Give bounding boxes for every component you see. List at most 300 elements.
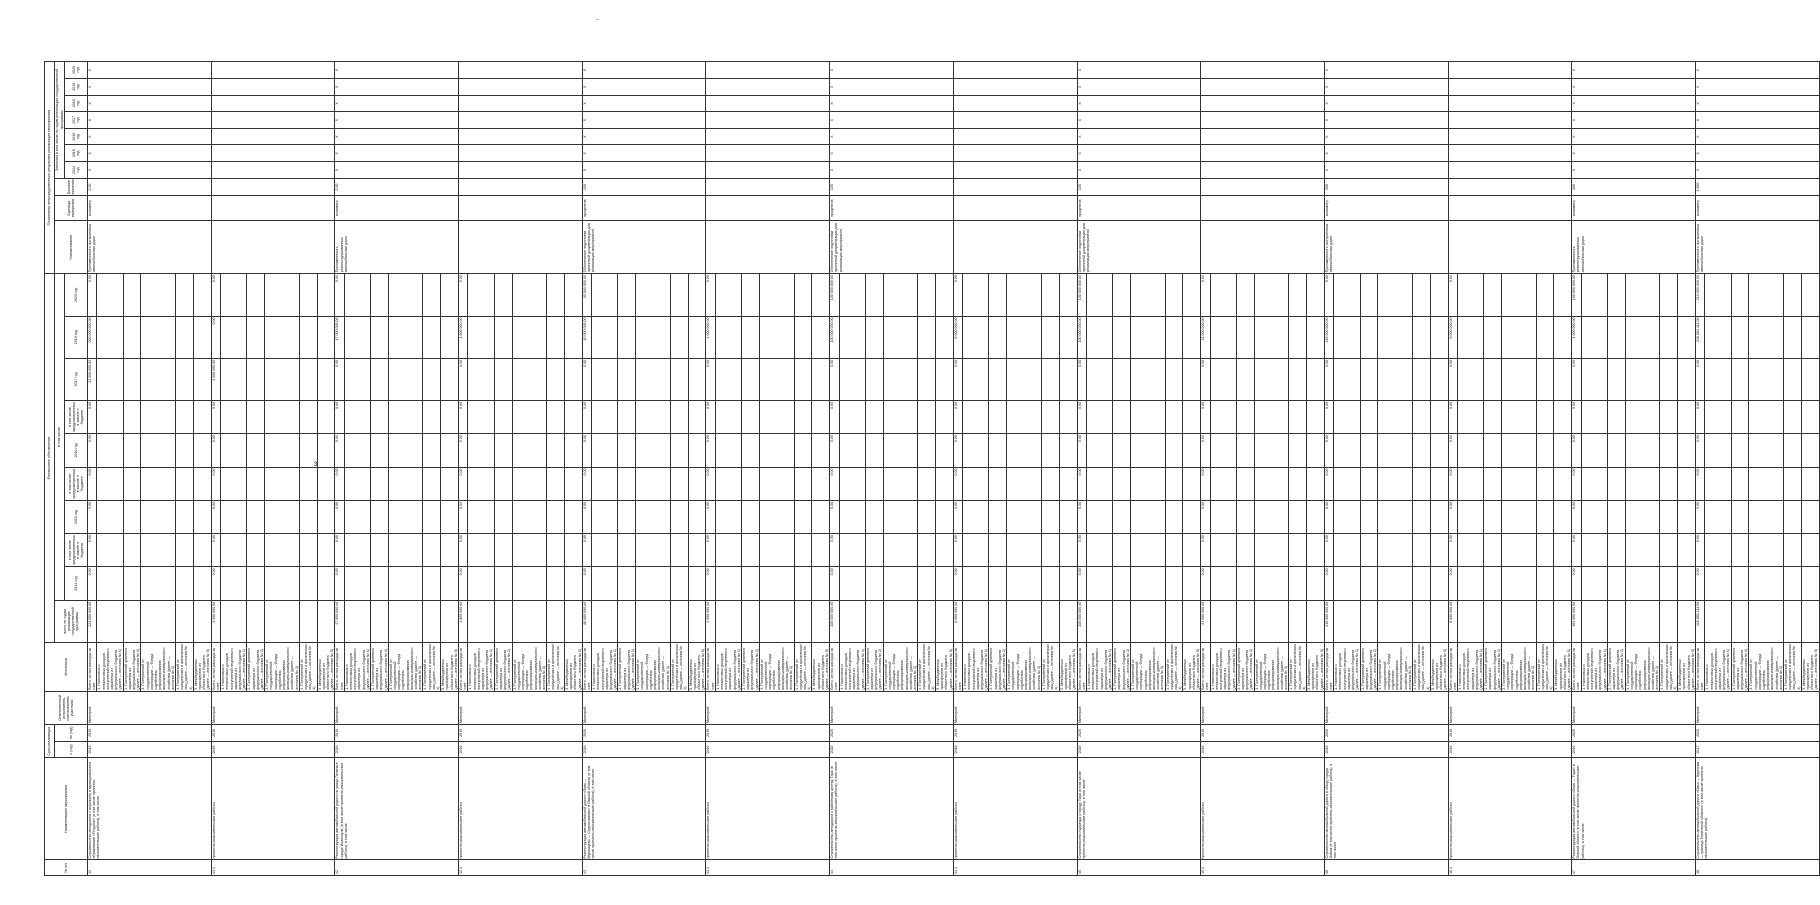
row-source-cell: 5. Межбюджетных трансфертов из областного бюджета (далее — источник № 5) xyxy=(812,642,830,691)
row-value-cell xyxy=(1059,467,1077,500)
row-value-cell: 47 000 000,00 xyxy=(335,316,344,358)
row-value-cell xyxy=(423,567,441,600)
row-value-cell xyxy=(742,400,760,433)
row-value-cell xyxy=(193,400,211,433)
row-value-cell xyxy=(936,600,954,642)
row-value-cell xyxy=(918,467,936,500)
row-value-cell xyxy=(123,534,141,567)
row-name-cell: Строительство автодороги к районному центру Тара (в том числе проектно-изыскательские работы), в том числе xyxy=(830,758,954,860)
row-value-cell xyxy=(989,567,1007,600)
row-executor-cell: Минстрой xyxy=(582,691,706,724)
row-value-cell xyxy=(1581,400,1607,433)
row-value-cell xyxy=(936,500,954,533)
row-value-cell xyxy=(265,316,300,358)
row-value-cell xyxy=(936,567,954,600)
row-value-cell xyxy=(989,316,1007,358)
row-value-cell xyxy=(1412,567,1430,600)
row-value-cell xyxy=(1502,274,1537,316)
row-value-cell: 0,00 xyxy=(1695,467,1704,500)
row-value-cell xyxy=(794,274,812,316)
row-source-cell: 4. Поступлений от юридических и физических лиц (далее — источник № 4) xyxy=(1660,644,1677,690)
row-value-cell xyxy=(344,274,370,316)
row-source-cell: Всего, из них расходы за счет: xyxy=(211,642,220,691)
row-value-cell xyxy=(141,316,176,358)
row-value-cell xyxy=(688,500,706,533)
row-value-cell xyxy=(1731,500,1749,533)
row-value-cell xyxy=(193,600,211,642)
row-value-cell xyxy=(1412,358,1430,400)
row-value-cell xyxy=(141,434,176,467)
row-target-cell: X xyxy=(830,78,954,95)
row-value-cell xyxy=(592,600,618,642)
row-value-cell xyxy=(918,316,936,358)
row-value-cell xyxy=(344,500,370,533)
row-value-cell: 0,00 xyxy=(582,400,591,433)
row-value-cell xyxy=(1457,467,1483,500)
table-row xyxy=(88,62,97,876)
row-value-cell xyxy=(918,500,936,533)
row-value-cell: 0,00 xyxy=(88,274,97,316)
row-value-cell xyxy=(1784,567,1802,600)
row-value-cell xyxy=(1236,358,1254,400)
row-value-cell: 0,00 xyxy=(582,534,591,567)
row-total-cell: 80 000 000,00 xyxy=(582,600,591,642)
row-value-cell xyxy=(670,434,688,467)
col-year-header: 2015 год xyxy=(65,500,88,533)
row-value-cell xyxy=(618,467,636,500)
row-value-cell xyxy=(963,467,989,500)
row-value-cell xyxy=(1360,534,1378,567)
row-value-cell xyxy=(592,316,618,358)
row-value-cell xyxy=(423,316,441,358)
row-value-cell xyxy=(1236,567,1254,600)
row-value-cell xyxy=(1210,316,1236,358)
row-value-cell xyxy=(1165,316,1183,358)
row-value-cell xyxy=(1678,500,1696,533)
row-source-cell: 4. Поступлений от юридических и физических лиц (далее — источник № 4) xyxy=(176,644,193,690)
row-value-cell xyxy=(1289,534,1307,567)
row-value-cell xyxy=(1430,274,1448,316)
row-value-cell xyxy=(1236,434,1254,467)
row-value-cell xyxy=(1334,467,1360,500)
row-source-cell: 3. Поступлений от государственной корпорации — Фонда содействия реформированию жилищно-коммунального хозяйства (далее — источник № 3) xyxy=(265,642,300,691)
row-value-cell xyxy=(1484,500,1502,533)
table-row xyxy=(1572,62,1581,876)
row-value-cell: 100 000 000,00 xyxy=(830,316,839,358)
row-value-cell xyxy=(1086,500,1112,533)
row-value-cell xyxy=(742,567,760,600)
row-value-cell xyxy=(1660,567,1678,600)
row-value-cell xyxy=(1334,358,1360,400)
row-value-cell xyxy=(1607,274,1625,316)
row-value-cell xyxy=(1254,567,1289,600)
row-value-cell xyxy=(1502,500,1537,533)
row-source-cell: Всего, из них расходы за счет: xyxy=(706,642,715,691)
row-value-cell xyxy=(1731,400,1749,433)
row-value-cell xyxy=(441,534,459,567)
row-value-cell xyxy=(468,467,494,500)
row-value-cell: 0,00 xyxy=(953,534,962,567)
row-name-cell: проектно-изыскательские работы xyxy=(1201,758,1325,860)
row-value-cell xyxy=(1784,274,1802,316)
row-value-cell xyxy=(936,358,954,400)
row-value-cell xyxy=(1678,358,1696,400)
row-value-cell xyxy=(97,534,123,567)
row-value-cell xyxy=(247,316,265,358)
row-value-cell xyxy=(1210,500,1236,533)
row-value-cell: 4 000 000,00 xyxy=(706,316,715,358)
row-value-cell: 0,00 xyxy=(1201,274,1210,316)
row-unit-cell xyxy=(953,196,1077,220)
row-unit-cell xyxy=(1201,196,1325,220)
row-indicator-cell: Протяженность построенных автомобильных дорог xyxy=(1695,220,1819,273)
row-value-cell xyxy=(1007,600,1042,642)
row-source-cell: 1. Налоговых и неналоговых доходов, поступлений нецелевого характера из федерального бюджета (далее — источник № 1) xyxy=(1457,642,1483,691)
row-value-cell xyxy=(1130,600,1165,642)
row-value-cell xyxy=(688,274,706,316)
row-start-cell: 2015 xyxy=(88,741,212,758)
col-incl-sub-header: в том числе предусмотренных в законе о бюджете xyxy=(65,467,88,500)
row-source-cell: 4. Поступлений от юридических и физических лиц (далее — источник № 4) xyxy=(1165,644,1183,690)
row-value-cell xyxy=(317,434,335,467)
row-value-cell xyxy=(299,600,317,642)
row-value-cell xyxy=(388,467,423,500)
row-value-cell xyxy=(1607,434,1625,467)
row-value-cell xyxy=(865,400,883,433)
row-value-cell xyxy=(1334,567,1360,600)
row-target-cell: X xyxy=(830,95,954,112)
row-source-cell: 2. Поступлений целевого характера из федерального бюджета (далее — источник № 2) xyxy=(742,642,760,691)
row-indicator-cell xyxy=(706,220,830,273)
col-targets-header: Значения в том числе по годам реализации государственной программы xyxy=(55,62,65,179)
row-value-cell xyxy=(883,534,918,567)
row-value-cell xyxy=(1457,534,1483,567)
row-target-cell xyxy=(211,95,335,112)
row-value-cell xyxy=(564,467,582,500)
row-value-cell xyxy=(918,434,936,467)
row-value-cell xyxy=(1165,400,1183,433)
row-value-cell: 0,00 xyxy=(459,567,468,600)
row-value-cell xyxy=(1059,274,1077,316)
row-value-cell: 0,00 xyxy=(1201,358,1210,400)
row-name-cell: проектно-изыскательские работы xyxy=(459,758,583,860)
row-source-cell: 3. Поступлений от государственной корпорации — Фонда содействия реформированию жилищно-коммунального хозяйства (далее — источник № 3) xyxy=(1502,642,1537,691)
row-source-cell: 4. Поступлений от юридических и физических лиц (далее — источник № 4) xyxy=(1536,644,1554,690)
row-value-cell xyxy=(865,500,883,533)
row-value-cell xyxy=(1254,316,1289,358)
row-end-cell: 2020 xyxy=(1077,725,1201,742)
row-value-cell: 0,00 xyxy=(1448,400,1457,433)
row-value-cell xyxy=(388,400,423,433)
row-unit-cell: процентов xyxy=(1077,196,1201,220)
row-value-cell xyxy=(1430,534,1448,567)
row-value-cell: 0,00 xyxy=(706,358,715,400)
row-value-cell xyxy=(1731,434,1749,467)
row-value-cell xyxy=(1749,500,1784,533)
row-value-cell xyxy=(441,600,459,642)
row-target-cell xyxy=(953,145,1077,162)
row-value-cell xyxy=(759,534,794,567)
row-name-cell: Реконструкция автомобильной дороги «Омск — Тара» в Омской области (в том числе проектно-изыскательские работы), в том числе xyxy=(1572,758,1696,860)
row-value-cell xyxy=(918,534,936,567)
row-value-cell xyxy=(1554,434,1572,467)
row-value-cell xyxy=(1059,534,1077,567)
row-value-cell xyxy=(176,274,194,316)
row-target-cell xyxy=(706,128,830,145)
row-source-cell: Всего, из них расходы за счет: xyxy=(1201,642,1210,691)
row-value-cell xyxy=(1007,500,1042,533)
row-value-cell xyxy=(1165,358,1183,400)
row-value-cell: 0,00 xyxy=(1077,500,1086,533)
row-value-cell xyxy=(1484,434,1502,467)
row-target-cell: X xyxy=(1572,62,1696,79)
row-source-cell: 1. Налоговых и неналоговых доходов, поступлений нецелевого характера из федерального бюджета (далее — источник № 1) xyxy=(344,642,370,691)
row-value-cell xyxy=(1678,316,1696,358)
row-value-cell xyxy=(688,316,706,358)
row-value-cell xyxy=(1183,467,1201,500)
row-target-cell xyxy=(1448,95,1572,112)
row-value-cell xyxy=(123,500,141,533)
row-name-cell: Реконструкция автомобильной дороги по улице Ленина в городе Исилькуле (в том числе проектно-изыскательские работы), в том числе xyxy=(335,758,459,860)
row-value-cell xyxy=(1625,467,1660,500)
row-value-cell xyxy=(1625,358,1660,400)
row-value-cell xyxy=(936,400,954,433)
row-value-cell xyxy=(1254,600,1289,642)
row-value-cell: 0,00 xyxy=(1695,358,1704,400)
row-value-cell xyxy=(1360,567,1378,600)
row-value-cell xyxy=(839,274,865,316)
row-value-cell xyxy=(989,434,1007,467)
row-value-cell xyxy=(1430,434,1448,467)
row-unit-cell: процентов xyxy=(582,196,706,220)
row-value-cell xyxy=(247,400,265,433)
row-value-cell xyxy=(388,358,423,400)
row-value-cell: 0,00 xyxy=(1201,500,1210,533)
row-value-cell xyxy=(1086,600,1112,642)
row-target-cell xyxy=(211,128,335,145)
row-value-cell: 0,00 xyxy=(582,358,591,400)
row-value-cell xyxy=(512,400,547,433)
row-value-cell xyxy=(883,316,918,358)
row-indicator-cell xyxy=(459,220,583,273)
row-value-cell xyxy=(839,316,865,358)
col-funding-header: Финансовое обеспечение xyxy=(45,274,55,643)
row-value-cell xyxy=(1607,534,1625,567)
row-value-cell xyxy=(317,500,335,533)
row-source-cell: 5. Межбюджетных трансфертов из областного бюджета (далее — источник № 5) xyxy=(1554,642,1572,691)
row-value-cell xyxy=(618,600,636,642)
row-total-cell: 223 000 000,00 xyxy=(88,600,97,642)
row-value-cell xyxy=(1236,500,1254,533)
row-target-cell: X xyxy=(335,78,459,95)
row-value-cell xyxy=(1210,400,1236,433)
row-source-cell: 2. Поступлений целевого характера из федерального бюджета (далее — источник № 2) xyxy=(1113,642,1131,691)
row-value-cell xyxy=(1165,567,1183,600)
row-value-cell xyxy=(812,500,830,533)
row-target-cell: X xyxy=(1324,162,1448,179)
row-value-cell xyxy=(123,316,141,358)
row-value-cell xyxy=(1412,534,1430,567)
row-value-cell xyxy=(1183,400,1201,433)
row-value-cell xyxy=(1113,600,1131,642)
row-value-cell xyxy=(1625,567,1660,600)
row-value-cell xyxy=(1236,600,1254,642)
row-value-cell xyxy=(1334,500,1360,533)
table-row xyxy=(1448,62,1457,876)
page-number: 3 xyxy=(314,462,318,468)
row-target-cell: X xyxy=(1077,112,1201,129)
row-value-cell xyxy=(794,358,812,400)
row-source-cell: 2. Поступлений целевого характера из федерального бюджета (далее — источник № 2) xyxy=(1607,642,1625,691)
row-value-cell xyxy=(221,434,247,467)
row-base-cell xyxy=(1448,178,1572,196)
row-value-cell xyxy=(512,467,547,500)
row-value-cell xyxy=(1412,316,1430,358)
row-value-cell xyxy=(317,534,335,567)
row-value-cell xyxy=(221,400,247,433)
row-value-cell xyxy=(742,600,760,642)
row-source-cell: 4. Поступлений от юридических и физических лиц (далее — источник № 4) xyxy=(794,644,812,690)
row-value-cell xyxy=(839,600,865,642)
row-value-cell: 0,00 xyxy=(335,358,344,400)
row-value-cell xyxy=(371,467,389,500)
row-value-cell xyxy=(618,434,636,467)
row-value-cell: 0,00 xyxy=(582,467,591,500)
row-value-cell xyxy=(468,358,494,400)
row-value-cell xyxy=(1378,358,1413,400)
row-num-cell: 45 xyxy=(1077,860,1201,876)
row-value-cell: 8 000 000,00 xyxy=(1448,316,1457,358)
row-value-cell xyxy=(141,274,176,316)
row-value-cell xyxy=(193,274,211,316)
row-indicator-cell: Протяженность построенных автомобильных дорог xyxy=(88,220,212,273)
col-incl-sub-header: в том числе предусмотренных в законе о бюджете xyxy=(65,534,88,567)
row-value-cell xyxy=(865,316,883,358)
row-value-cell xyxy=(989,500,1007,533)
row-value-cell xyxy=(123,400,141,433)
row-value-cell xyxy=(1430,500,1448,533)
row-value-cell xyxy=(423,534,441,567)
row-total-cell: 47 000 000,00 xyxy=(335,600,344,642)
row-value-cell xyxy=(1749,274,1784,316)
row-value-cell xyxy=(1554,567,1572,600)
row-value-cell xyxy=(742,534,760,567)
row-value-cell xyxy=(1041,567,1059,600)
row-value-cell xyxy=(715,434,741,467)
row-value-cell: 0,00 xyxy=(1572,534,1581,567)
row-value-cell: 0,00 xyxy=(88,500,97,533)
row-value-cell xyxy=(512,567,547,600)
row-value-cell xyxy=(1784,534,1802,567)
row-value-cell xyxy=(247,358,265,400)
row-value-cell xyxy=(299,500,317,533)
row-target-cell xyxy=(211,112,335,129)
row-value-cell xyxy=(1430,467,1448,500)
row-source-cell: 3. Поступлений от государственной корпорации — Фонда содействия реформированию жилищно-коммунального хозяйства (далее — источник № 3) xyxy=(1007,642,1042,691)
row-value-cell xyxy=(371,434,389,467)
row-name-cell: проектно-изыскательские работы xyxy=(211,758,335,860)
row-value-cell: 0,00 xyxy=(211,567,220,600)
row-source-cell: 2. Поступлений целевого характера из федерального бюджета (далее — источник № 2) xyxy=(1236,642,1254,691)
row-value-cell xyxy=(97,400,123,433)
row-value-cell xyxy=(193,358,211,400)
row-target-cell xyxy=(459,95,583,112)
row-value-cell xyxy=(618,534,636,567)
row-value-cell xyxy=(1086,534,1112,567)
row-value-cell xyxy=(865,358,883,400)
row-value-cell xyxy=(1254,358,1289,400)
row-value-cell xyxy=(883,274,918,316)
row-total-cell: 6 000 000,00 xyxy=(953,600,962,642)
row-value-cell xyxy=(97,600,123,642)
row-value-cell xyxy=(1607,358,1625,400)
row-source-cell: 2. Поступлений целевого характера из федерального бюджета (далее — источник № 2) xyxy=(1731,642,1749,691)
row-value-cell xyxy=(299,534,317,567)
row-value-cell xyxy=(1660,600,1678,642)
row-value-cell xyxy=(794,534,812,567)
row-value-cell: 0,00 xyxy=(706,500,715,533)
row-value-cell xyxy=(388,534,423,567)
row-value-cell: 0,00 xyxy=(211,500,220,533)
row-value-cell xyxy=(1007,316,1042,358)
row-value-cell xyxy=(1210,534,1236,567)
row-value-cell xyxy=(423,400,441,433)
row-target-cell xyxy=(459,128,583,145)
row-value-cell xyxy=(1130,316,1165,358)
row-value-cell xyxy=(423,500,441,533)
row-value-cell xyxy=(1210,600,1236,642)
row-value-cell: 0,00 xyxy=(830,358,839,400)
row-source-cell: 5. Межбюджетных трансфертов из областного бюджета (далее — источник № 5) xyxy=(564,642,582,691)
row-value-cell xyxy=(1254,500,1289,533)
col-target-year-header: 2016 год xyxy=(65,128,88,145)
row-value-cell xyxy=(494,534,512,567)
row-value-cell xyxy=(141,500,176,533)
row-source-cell: 3. Поступлений от государственной корпорации — Фонда содействия реформированию жилищно-коммунального хозяйства (далее — источник № 3) xyxy=(759,642,794,691)
row-value-cell: 0,00 xyxy=(706,567,715,600)
row-source-cell: 4. Поступлений от юридических и физических лиц (далее — источник № 4) xyxy=(1412,644,1430,690)
row-value-cell xyxy=(865,467,883,500)
row-target-cell xyxy=(1448,128,1572,145)
row-source-cell: 1. Налоговых и неналоговых доходов, поступлений нецелевого характера из федерального бюджета (далее — источник № 1) xyxy=(592,642,618,691)
row-value-cell: 0,00 xyxy=(1695,567,1704,600)
row-end-cell: 2019 xyxy=(459,725,583,742)
row-value-cell xyxy=(1059,316,1077,358)
row-value-cell xyxy=(299,358,317,400)
row-source-cell: 2. Поступлений целевого характера из федерального бюджета (далее — источник № 2) xyxy=(865,642,883,691)
col-target-year-header: 2019 год xyxy=(65,78,88,95)
row-value-cell xyxy=(1536,316,1554,358)
row-value-cell xyxy=(299,274,317,316)
row-value-cell xyxy=(1289,274,1307,316)
row-value-cell xyxy=(1536,400,1554,433)
row-value-cell: 0,00 xyxy=(830,534,839,567)
row-value-cell: 0,00 xyxy=(335,400,344,433)
row-value-cell xyxy=(221,600,247,642)
row-source-cell: 2. Поступлений целевого характера из федерального бюджета (далее — источник № 2) xyxy=(123,642,141,691)
row-value-cell xyxy=(1484,467,1502,500)
row-value-cell xyxy=(265,500,300,533)
row-value-cell xyxy=(1130,358,1165,400)
row-value-cell xyxy=(1502,316,1537,358)
row-start-cell: 2016 xyxy=(1572,741,1696,758)
row-value-cell xyxy=(1210,467,1236,500)
row-value-cell: 0,00 xyxy=(1324,358,1333,400)
row-value-cell xyxy=(1041,534,1059,567)
row-value-cell xyxy=(989,274,1007,316)
row-value-cell xyxy=(1430,316,1448,358)
row-value-cell xyxy=(1502,467,1537,500)
